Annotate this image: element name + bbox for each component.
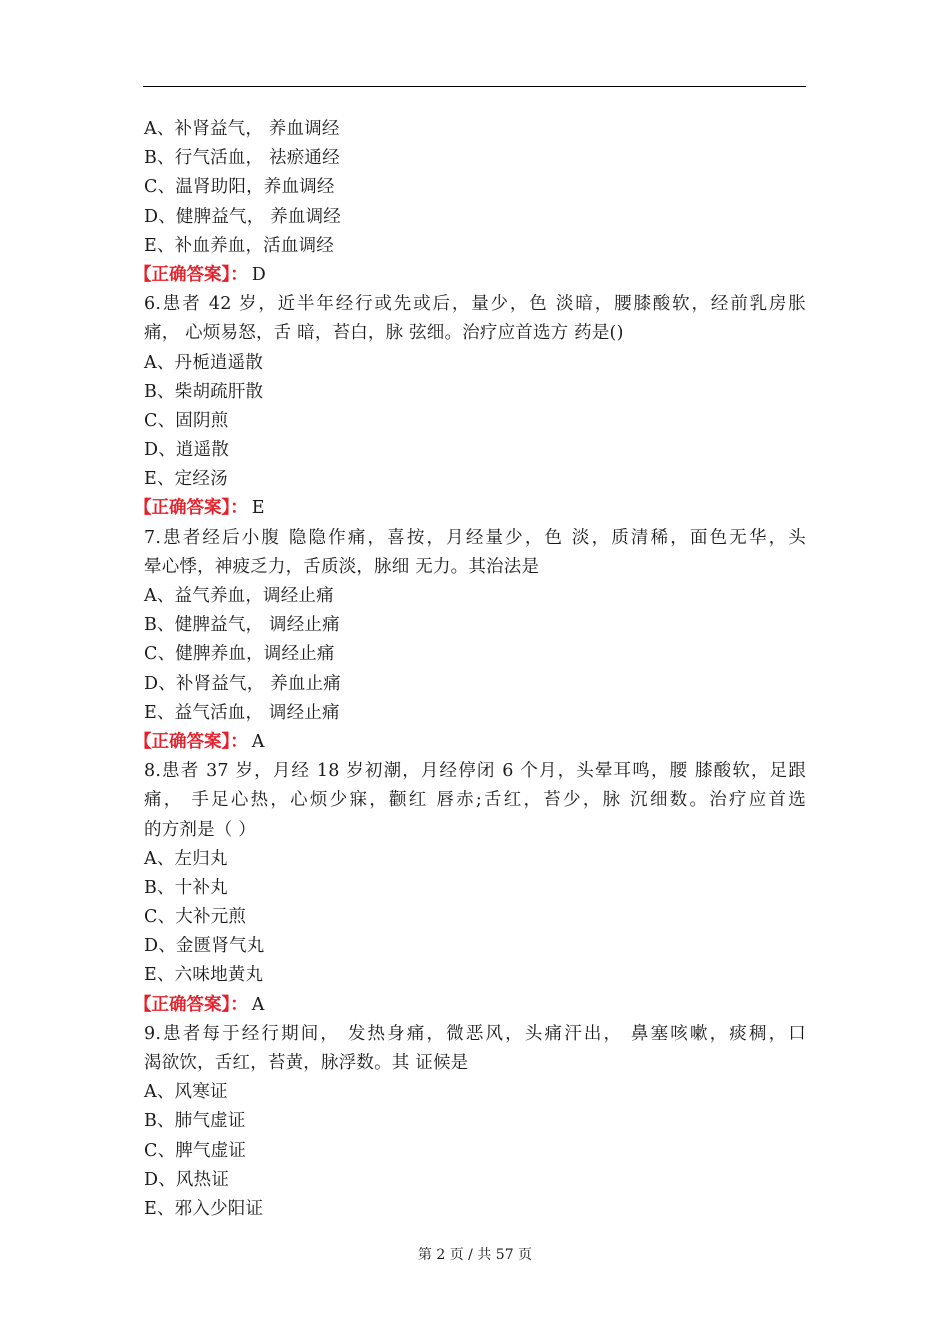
option-c: C、固阴煎	[144, 410, 229, 431]
option-b: B、柴胡疏肝散	[144, 381, 264, 402]
question-stem-line: 痛， 手足心热，心烦少寐，颧红 唇赤;舌红，苔少，脉 沉细数。治疗应首选	[144, 790, 806, 811]
correct-answer-value: A	[251, 994, 265, 1015]
option-d: D、健脾益气， 养血调经	[144, 206, 341, 227]
question-stem-line: 的方剂是（ ）	[144, 819, 256, 840]
correct-answer-label: 【正确答案】：	[134, 264, 248, 285]
option-c: C、脾气虚证	[144, 1140, 247, 1161]
question-8	[134, 757, 806, 1020]
question-stem-line: 6.患者 42 岁，近半年经行或先或后，量少，色 淡暗，腰膝酸软，经前乳房胀	[144, 294, 806, 315]
option-d: D、金匮肾气丸	[144, 936, 265, 957]
correct-answer-label: 【正确答案】：	[134, 994, 248, 1015]
option-c: C、温肾助阳，养血调经	[144, 177, 335, 198]
correct-answer-label: 【正确答案】：	[134, 731, 248, 752]
correct-answer	[134, 991, 806, 1020]
question-7	[134, 524, 806, 758]
question-stem-line: 痛， 心烦易怒，舌 暗，苔白，脉 弦细。治疗应首选方 药是()	[144, 323, 624, 344]
page-content	[134, 115, 806, 1224]
header-rule	[143, 86, 806, 87]
correct-answer-value: A	[251, 731, 265, 752]
correct-answer-value: E	[251, 498, 265, 519]
option-e: E、邪入少阳证	[144, 1198, 264, 1219]
question-stem-line: 9.患者每于经行期间， 发热身痛，微恶风，头痛汗出， 鼻塞咳嗽，痰稠，口	[144, 1023, 806, 1044]
page-footer	[0, 1244, 950, 1264]
option-a: A、风寒证	[144, 1082, 228, 1103]
question-9	[144, 1020, 806, 1224]
option-a: A、丹栀逍遥散	[144, 352, 264, 373]
option-e: E、益气活血， 调经止痛	[144, 702, 340, 723]
option-e: E、补血养血，活血调经	[144, 235, 334, 256]
question-stem-line: 7.患者经后小腹 隐隐作痛，喜按，月经量少，色 淡，质清稀，面色无华，头	[144, 527, 806, 548]
page-number: 第 2 页 / 共 57 页	[417, 1247, 533, 1263]
option-a: A、益气养血，调经止痛	[144, 586, 334, 606]
correct-answer	[134, 728, 806, 757]
question-stem-line: 8.患者 37 岁，月经 18 岁初潮，月经停闭 6 个月，头晕耳鸣，腰 膝酸软，足跟	[144, 761, 806, 782]
correct-answer-value: D	[251, 264, 266, 285]
correct-answer-label: 【正确答案】：	[134, 498, 248, 519]
option-a: A、补肾益气， 养血调经	[144, 119, 340, 139]
option-b: B、十补丸	[144, 877, 228, 898]
option-a: A、左归丸	[144, 848, 228, 869]
option-c: C、大补元煎	[144, 907, 247, 928]
correct-answer	[134, 261, 806, 290]
option-b: B、健脾益气， 调经止痛	[144, 615, 340, 636]
correct-answer	[134, 494, 806, 523]
option-e: E、六味地黄丸	[144, 965, 264, 986]
question-6	[134, 290, 806, 524]
option-b: B、肺气虚证	[144, 1111, 246, 1132]
question-stem-line: 渴欲饮，舌红，苔黄，脉浮数。其 证候是	[144, 1053, 469, 1073]
option-d: D、逍遥散	[144, 440, 230, 461]
option-b: B、行气活血， 祛瘀通经	[144, 148, 340, 169]
option-d: D、风热证	[144, 1169, 230, 1190]
question-stem-line: 晕心悸，神疲乏力，舌质淡，脉细 无力。其治法是	[144, 556, 540, 577]
option-e: E、定经汤	[144, 469, 228, 490]
option-c: C、健脾养血，调经止痛	[144, 644, 335, 665]
prev-question-options	[144, 115, 806, 261]
option-d: D、补肾益气， 养血止痛	[144, 673, 341, 694]
